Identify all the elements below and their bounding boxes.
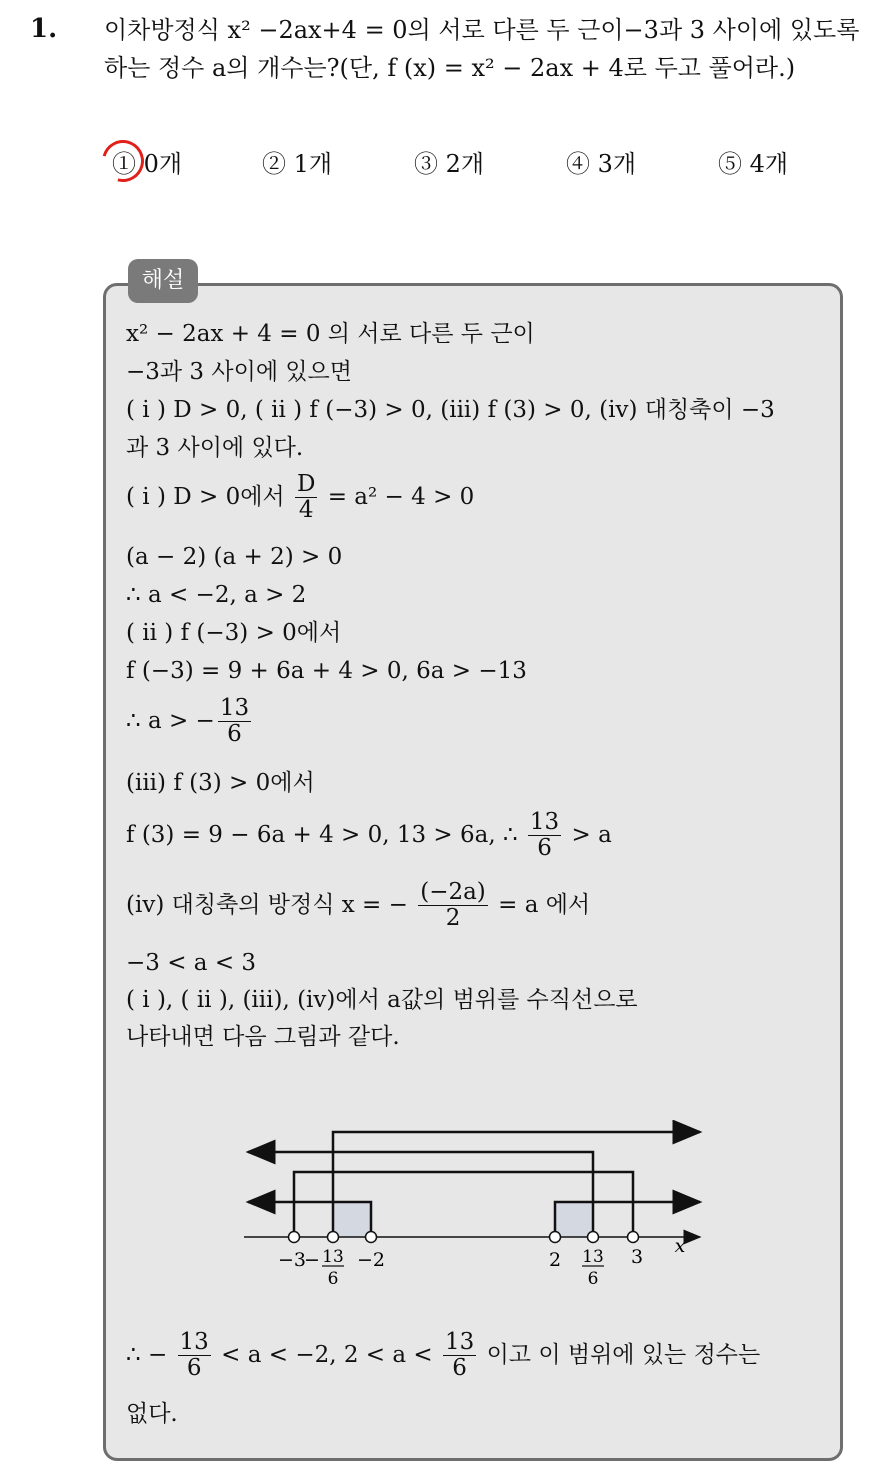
open-point xyxy=(628,1232,639,1243)
tick-label: 3 xyxy=(630,1246,644,1268)
solution-line: f (−3) = 9 + 6a + 4 > 0, 6a > −13 xyxy=(126,658,527,684)
range-a-gt-neg13-6 xyxy=(333,1132,700,1237)
solution-line: −3 < a < 3 xyxy=(126,950,257,976)
solution-line: 나타내면 다음 그림과 같다. xyxy=(126,1024,400,1050)
tick-label: −3 xyxy=(277,1249,307,1271)
solution-line: 과 3 사이에 있다. xyxy=(126,435,304,461)
option-5[interactable]: ⑤ 4개 xyxy=(718,150,789,178)
solution-line: ∴ a < −2, a > 2 xyxy=(126,582,307,608)
solution-line-f3: f (3) = 9 − 6a + 4 > 0, 13 > 6a, ∴ $\frac{13}{6}$ > a xyxy=(126,809,612,862)
question-text-line1: 이차방정식 x² −2ax+4 = 0의 서로 다른 두 근이−3과 3 사이에 있도록 xyxy=(104,16,860,44)
solution-line: −3과 3 사이에 있으면 xyxy=(126,359,352,385)
open-point xyxy=(289,1232,300,1243)
solution-line: (iii) f (3) > 0에서 xyxy=(126,770,315,796)
range-a-lt-13-6 xyxy=(248,1152,593,1237)
solution-line: ( i ), ( ii ), (iii), (ⅳ)에서 a값의 범위를 수직선으로 xyxy=(126,987,638,1013)
solution-line: (a − 2) (a + 2) > 0 xyxy=(126,544,343,570)
number-line-diagram xyxy=(230,1120,720,1300)
solution-line-a-gt: ∴ a > − $\frac{13}{6}$ xyxy=(126,695,250,748)
solution-conclusion: ∴ − $\frac{13}{6}$ < a < −2, 2 < a < $\frac{13}{6}$ 이고 이 범위에 있는 정수는 xyxy=(126,1329,761,1382)
axis-label: x xyxy=(674,1235,686,1257)
solution-line-d-over-4: ( i ) D > 0에서 $\frac{D}{4}$ = a² − 4 > 0 xyxy=(126,471,475,524)
option-1[interactable]: ① 0개 xyxy=(112,150,183,178)
tick-label: −2 xyxy=(356,1249,386,1271)
solution-line: ( ii ) f (−3) > 0에서 xyxy=(126,620,342,646)
tick-label: 13 xyxy=(582,1247,604,1267)
open-point xyxy=(588,1232,599,1243)
solution-line: 없다. xyxy=(126,1401,178,1427)
solution-line: x² − 2ax + 4 = 0 의 서로 다른 두 근이 xyxy=(126,321,535,347)
open-point xyxy=(550,1232,561,1243)
solution-tag: 해설 xyxy=(128,259,198,303)
tick-label: 6 xyxy=(587,1269,599,1289)
tick-label: 13 xyxy=(322,1247,344,1267)
tick-label: 6 xyxy=(327,1269,339,1289)
option-4[interactable]: ④ 3개 xyxy=(566,150,637,178)
question-number: 1. xyxy=(30,14,58,44)
open-point xyxy=(366,1232,377,1243)
tick-label: 2 xyxy=(548,1249,562,1271)
shaded-interval-right xyxy=(555,1202,593,1237)
question-text-line2: 하는 정수 a의 개수는?(단, f (x) = x² − 2ax + 4로 두고 풀어라.) xyxy=(104,54,796,82)
open-point xyxy=(328,1232,339,1243)
tick-label-minus: − xyxy=(304,1249,320,1271)
option-3[interactable]: ③ 2개 xyxy=(414,150,485,178)
option-2[interactable]: ② 1개 xyxy=(262,150,333,178)
shaded-interval-left xyxy=(333,1202,371,1237)
solution-line-axis: (ⅳ) 대칭축의 방정식 x = − $\frac{(-2a)}{2}$ = a 에서 xyxy=(126,879,591,932)
solution-line: ( i ) D > 0, ( ii ) f (−3) > 0, (iii) f (3) > 0, (ⅳ) 대칭축이 −3 xyxy=(126,397,775,423)
